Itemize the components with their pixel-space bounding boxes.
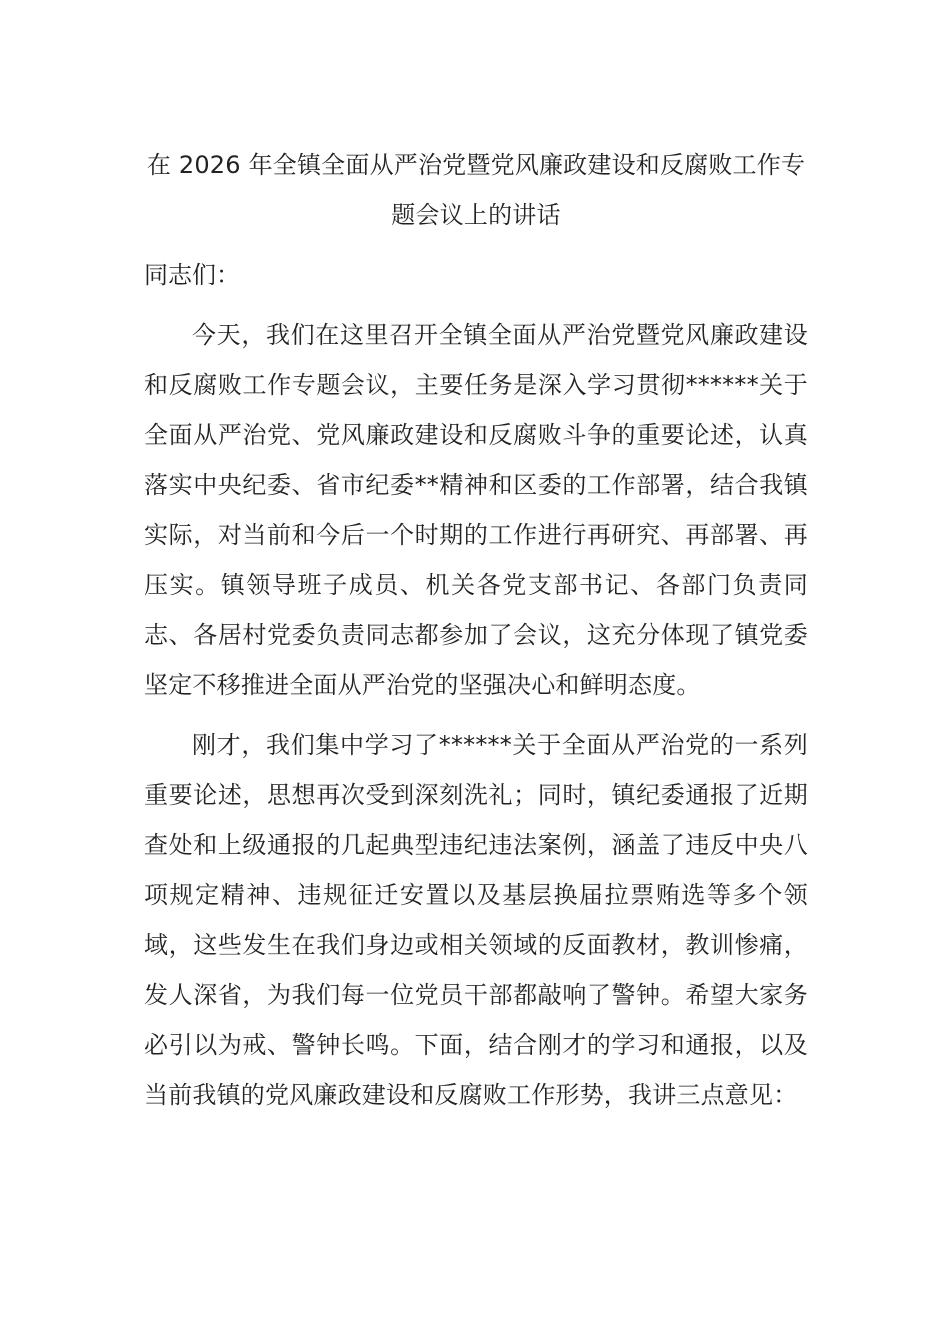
salutation: 同志们：: [144, 261, 240, 289]
paragraph-opening: 今天，我们在这里召开全镇全面从严治党暨党风廉政建设和反腐败工作专题会议，主要任务是深入学习贯彻******关于全面从严治党、党风廉政建设和反腐败斗争的重要论述，认真落实中央纪委、省市纪委**精神和区委的工作部署，结合我镇实际，对当前和今后一个时期的工作进行再研究、再部署、再压实。镇领导班子成员、机关各党支部书记、各部门负责同志、各居村党委负责同志都参加了会议，这充分体现了镇党委坚定不移推进全面从严治党的坚强决心和鲜明态度。: [144, 321, 808, 699]
document-title: [144, 140, 808, 240]
title-line-2: 题会议上的讲话: [391, 201, 561, 229]
document-body: [144, 140, 808, 1120]
paragraph-study-review: 刚才，我们集中学习了******关于全面从严治党的一系列重要论述，思想再次受到深刻洗礼；同时，镇纪委通报了近期查处和上级通报的几起典型违纪违法案例，涵盖了违反中央八项规定精神、违规征迁安置以及基层换届拉票贿选等多个领域，这些发生在我们身边或相关领域的反面教材，教训惨痛，发人深省，为我们每一位党员干部都敲响了警钟。希望大家务必引以为戒、警钟长鸣。下面，结合刚才的学习和通报，以及当前我镇的党风廉政建设和反腐败工作形势，我讲三点意见：: [144, 731, 808, 1109]
title-line-1: 在 2026 年全镇全面从严治党暨党风廉政建设和反腐败工作专: [146, 151, 806, 179]
